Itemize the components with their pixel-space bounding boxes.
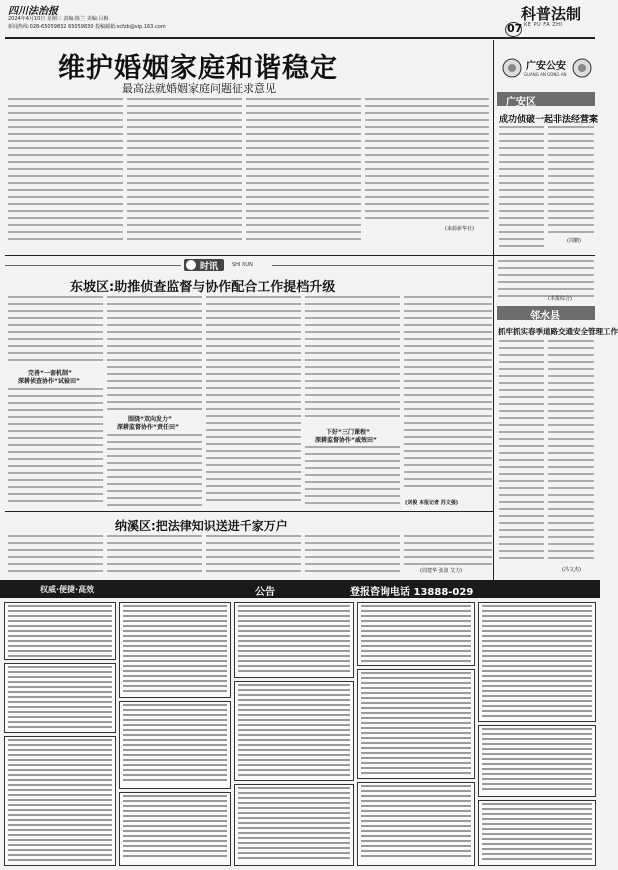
dongan-sub2: 围绕“双向发力” — [128, 416, 172, 423]
lead-col-3 — [246, 98, 361, 248]
naxi-col-3 — [206, 535, 301, 575]
guangan-banner-pinyin: GUANG AN GONG AN — [524, 72, 567, 77]
masthead — [0, 0, 600, 40]
lead-col-2 — [127, 98, 242, 248]
shixun-rule — [5, 265, 181, 266]
ad-banner-mid: 公告 — [255, 587, 275, 598]
ad-block — [478, 725, 596, 797]
section-pinyin: KE PU FA ZHI — [524, 22, 563, 28]
naxi-col-5 — [404, 535, 492, 568]
paper-name: 四川法治报 — [8, 6, 58, 17]
ad-block — [478, 602, 596, 722]
ad-banner-right: 登报咨询电话 13888-029 — [350, 587, 474, 598]
dongan-sub3b: 深耕监督协作“威效田” — [315, 437, 377, 444]
ad-block — [234, 602, 354, 678]
guangan-col-2 — [548, 126, 594, 236]
naxi-title: 纳溪区:把法律知识送进千家万户 — [115, 519, 288, 533]
guangan-banner-title: 广安公安 — [526, 61, 566, 72]
dongan-sub1: 完善“一套机制” — [28, 370, 72, 377]
ad-block — [478, 800, 596, 866]
ad-banner-left: 权威·便捷·高效 — [40, 585, 95, 594]
yeshu-col-1 — [499, 340, 544, 565]
section-title: 科普法制 — [521, 5, 582, 23]
shixun-rule-right — [272, 265, 494, 266]
dongan-byline: (刘俊 本报记者 苏文强) — [405, 500, 459, 506]
ad-block — [4, 736, 116, 866]
dongan-col-1b — [8, 388, 103, 508]
yeshu-source2: (本报综合) — [548, 296, 572, 302]
shixun-label: 时讯 — [200, 262, 219, 272]
dongan-col-2a — [107, 296, 202, 414]
shixun-pinyin: SHI XUN — [232, 262, 253, 268]
guangan-district: 广安区 — [506, 97, 536, 108]
ad-block — [119, 792, 231, 866]
shixun-tag-dot — [186, 260, 196, 270]
dongan-sub2b: 深耕监督协作“责任田” — [117, 424, 179, 431]
dongan-title: 东坡区:助推侦查监督与协作配合工作提档升级 — [70, 280, 336, 295]
lead-subtitle: 最高法就婚姻家庭问题征求意见 — [122, 82, 276, 95]
date-line: 2024年4月10日 星期三 责编:陈兰 美编:吕梅 — [8, 16, 109, 22]
guangan-col-1 — [499, 126, 544, 251]
dongan-col-4a — [305, 296, 400, 424]
lead-col-4 — [365, 98, 489, 228]
dongan-bottom-rule — [5, 511, 493, 512]
right-divider — [493, 255, 494, 580]
dongan-sub1b: 深耕侦查协作“试验田” — [18, 378, 80, 385]
yeshu-source: (冯文杰) — [562, 567, 581, 573]
guangan-title: 成功侦破一起非法经营案 — [499, 115, 599, 125]
lead-col-1 — [8, 98, 123, 248]
contact-line: 新闻热线:028-65059832 65059830 投稿邮箱:scfzb@vip.163.com — [8, 24, 166, 30]
lead-title: 维护婚姻家庭和谐稳定 — [58, 53, 338, 84]
naxi-col-2 — [107, 535, 202, 575]
guangan-source: (周鹏) — [567, 238, 581, 244]
guangan-banner — [500, 54, 594, 82]
dongan-sub3: 下好“三门课程” — [326, 429, 370, 436]
dongan-col-1a — [8, 296, 103, 366]
right-col-top — [498, 260, 594, 300]
masthead-rule — [5, 37, 595, 39]
ad-block — [4, 663, 116, 733]
dongan-col-3 — [206, 296, 301, 508]
lead-bottom-rule — [5, 255, 595, 256]
dongan-col-5 — [404, 296, 492, 496]
yeshu-title: 抓牢抓实春季道路交通安全管理工作 — [498, 327, 618, 336]
ad-block — [4, 602, 116, 660]
lead-divider — [493, 40, 494, 255]
ad-block — [357, 669, 475, 779]
dongan-col-4b — [305, 446, 400, 508]
page-number: 07 — [507, 22, 523, 35]
naxi-col-4 — [305, 535, 400, 575]
dongan-col-2b — [107, 434, 202, 508]
ad-block — [119, 701, 231, 789]
ad-block — [357, 782, 475, 866]
yeshu-district: 邻水县 — [530, 311, 560, 322]
ad-block — [357, 602, 475, 666]
ad-block — [119, 602, 231, 698]
ad-block — [234, 681, 354, 781]
yeshu-col-2 — [548, 340, 594, 565]
lead-source: (来源新华社) — [445, 226, 474, 232]
ad-block — [234, 784, 354, 866]
naxi-byline: (周建华 张波 艾力) — [420, 568, 463, 574]
naxi-col-1 — [8, 535, 103, 575]
